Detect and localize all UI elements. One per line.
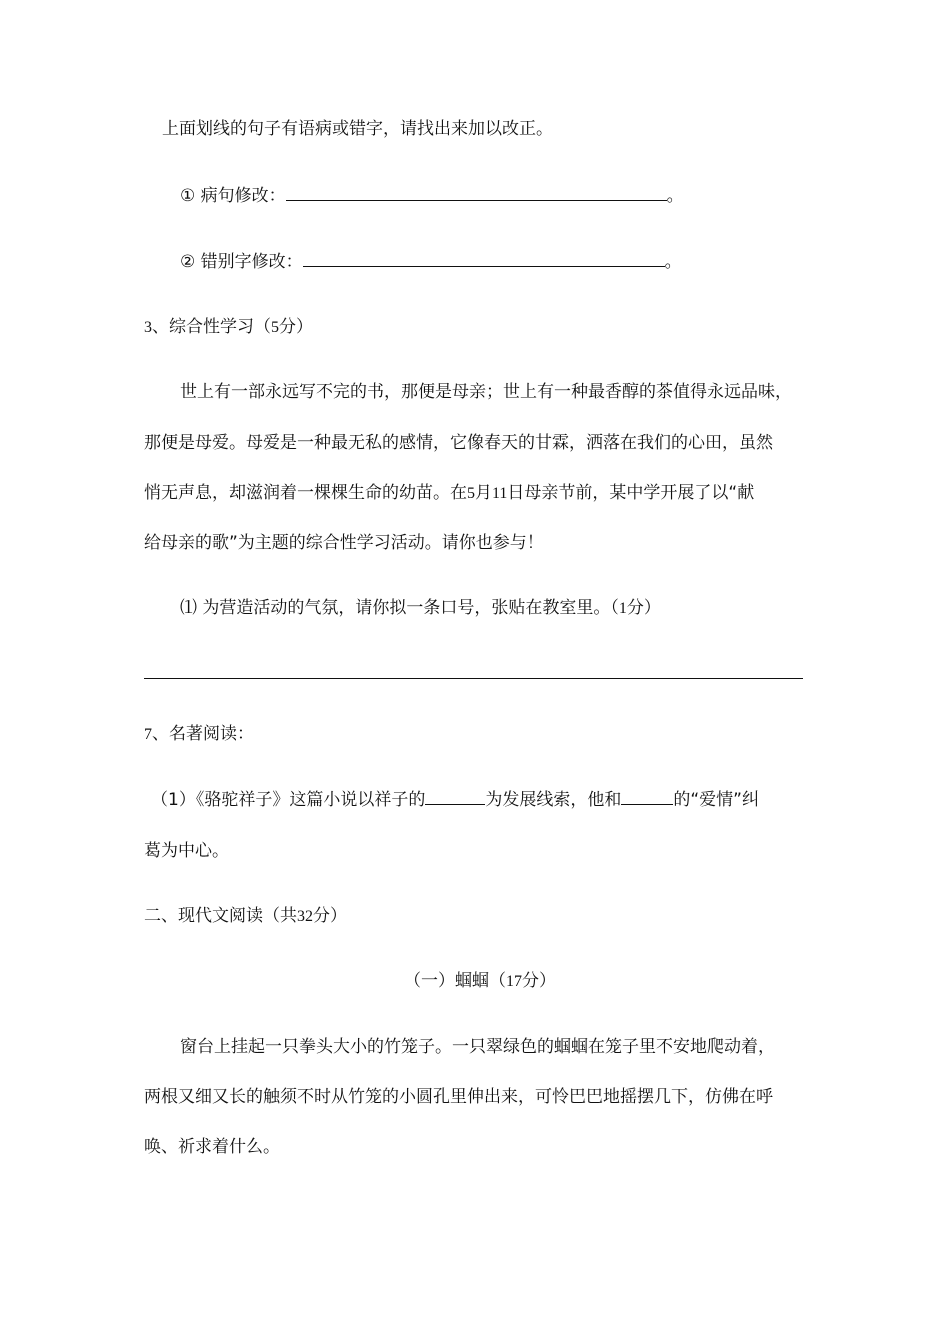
question-3-heading: 3、综合性学习（5分） xyxy=(144,317,313,337)
paragraph-2-line-2: 两根又细又长的触须不时从竹笼的小圆孔里伸出来，可怜巴巴地摇摆几下，仿佛在呼 xyxy=(144,1087,773,1107)
passage-1-title: （一）蝈蝈（17分） xyxy=(404,971,556,991)
typo-correction-label: ② 错别字修改： xyxy=(180,252,303,272)
question-3-1: ⑴ 为营造活动的气氛，请你拟一条口号，张贴在教室里。（1分） xyxy=(180,598,661,618)
question-7-heading: 7、名著阅读： xyxy=(144,724,254,744)
typo-correction-blank[interactable] xyxy=(303,250,665,267)
slogan-answer-line[interactable] xyxy=(144,678,803,679)
paragraph-1-line-1: 世上有一部永远写不完的书，那便是母亲；世上有一种最香醇的茶值得永远品味， xyxy=(180,382,792,402)
section-2-heading: 二、现代文阅读（共32分） xyxy=(144,906,347,926)
sentence-correction-label: ① 病句修改： xyxy=(180,186,286,206)
paragraph-2-line-3: 唤、祈求着什么。 xyxy=(144,1137,280,1157)
character-blank[interactable] xyxy=(621,788,673,805)
paragraph-1-line-3: 悄无声息，却滋润着一棵棵生命的幼苗。在5月11日母亲节前，某中学开展了以“献 xyxy=(144,483,755,503)
paragraph-1-line-4: 给母亲的歌”为主题的综合性学习活动。请你也参与！ xyxy=(144,533,544,553)
clue-blank[interactable] xyxy=(425,788,485,805)
sentence-correction-item: ① 病句修改： 。 xyxy=(180,186,684,206)
intro-text: 上面划线的句子有语病或错字，请找出来加以改正。 xyxy=(162,119,553,139)
question-7-1-line-2: 葛为中心。 xyxy=(144,841,229,861)
paragraph-2-line-1: 窗台上挂起一只拳头大小的竹笼子。一只翠绿色的蝈蝈在笼子里不安地爬动着， xyxy=(180,1037,775,1057)
typo-correction-item: ② 错别字修改： 。 xyxy=(180,252,682,272)
question-7-1-line-1: （1）《骆驼祥子》这篇小说以祥子的 为发展线索，他和 的“爱情”纠 xyxy=(151,790,759,810)
paragraph-1-line-2: 那便是母爱。母爱是一种最无私的感情，它像春天的甘霖，洒落在我们的心田，虽然 xyxy=(144,433,773,453)
sentence-correction-blank[interactable] xyxy=(286,184,667,201)
